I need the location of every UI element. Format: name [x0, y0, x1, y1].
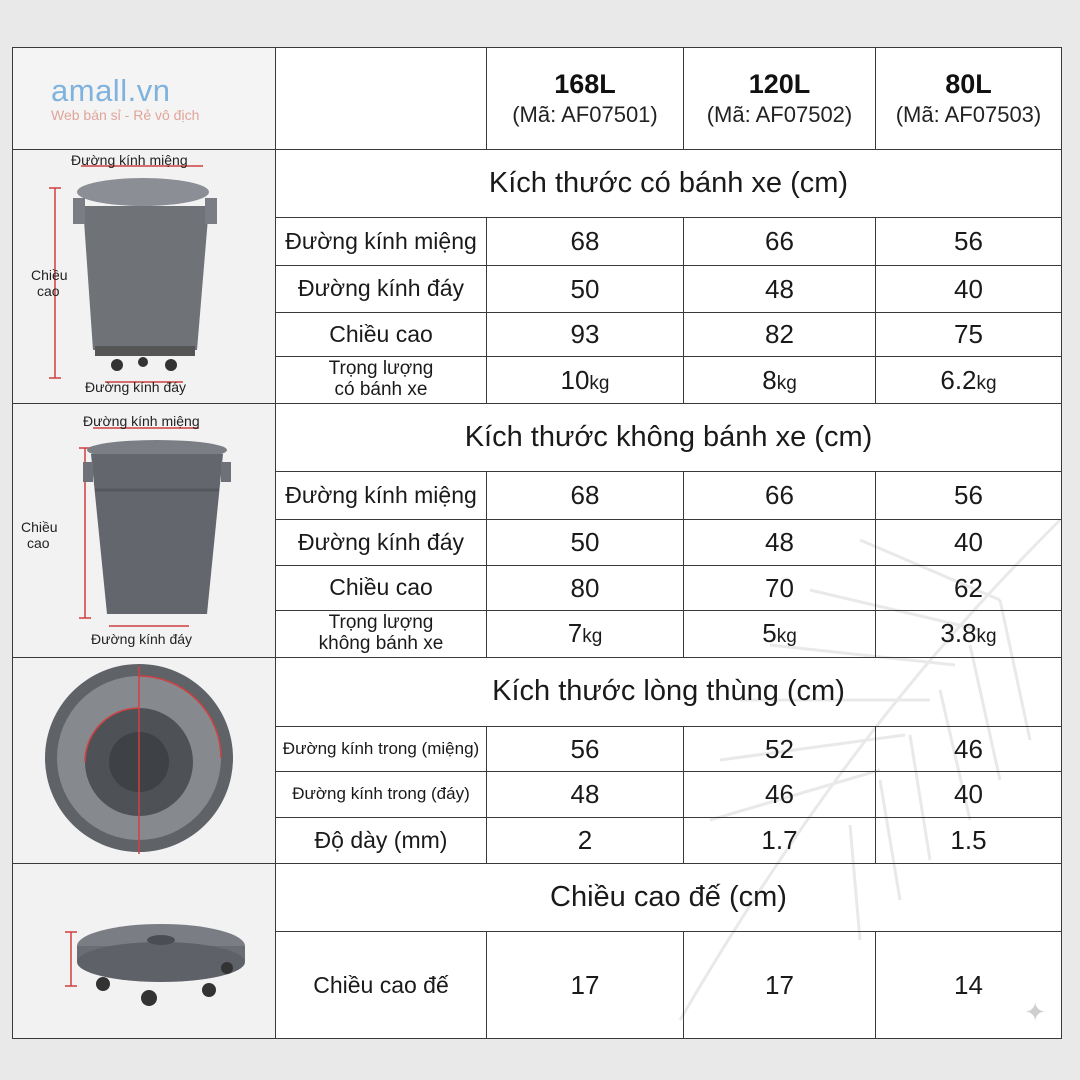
- row-label: Đường kính miệng: [276, 218, 487, 266]
- value-cell: 48: [684, 266, 876, 313]
- section-title-row: [13, 404, 1062, 472]
- value: 5: [762, 618, 777, 649]
- value-cell: 70: [684, 566, 876, 611]
- row-label: Chiều cao đế: [276, 932, 487, 1039]
- section-title-row: [13, 864, 1062, 932]
- value-cell: [487, 357, 684, 404]
- value-cell: [684, 610, 876, 657]
- value-cell: 56: [487, 726, 684, 772]
- bin-with-wheels-illustration-cell: [13, 150, 276, 404]
- section-title-row: [13, 150, 1062, 218]
- value-cell: 82: [684, 312, 876, 357]
- model-capacity: 80L: [945, 68, 992, 99]
- value-cell: 48: [684, 519, 876, 566]
- mouth-diameter-annotation: Đường kính miệng: [83, 413, 200, 429]
- row-label: [276, 610, 487, 657]
- header-blank-cell: [276, 48, 487, 150]
- row-label: Đường kính trong (miệng): [276, 726, 487, 772]
- row-label: [276, 357, 487, 404]
- row-label-line: Trọng lượng: [328, 611, 434, 633]
- value-cell: 62: [876, 566, 1062, 611]
- model-code: (Mã: AF07502): [706, 102, 853, 128]
- section-title: Kích thước có bánh xe (cm): [276, 150, 1062, 218]
- value-cell: [876, 357, 1062, 404]
- value-cell: [684, 357, 876, 404]
- section-title: Kích thước lòng thùng (cm): [276, 657, 1062, 726]
- header-row: [13, 48, 1062, 150]
- row-label-line: có bánh xe: [334, 379, 428, 401]
- height-annotation-line2: cao: [37, 283, 60, 300]
- value-cell: 66: [684, 218, 876, 266]
- value-cell: 48: [487, 772, 684, 818]
- row-label-line: Trọng lượng: [328, 358, 434, 380]
- value: 10: [560, 364, 590, 395]
- row-label: Đường kính đáy: [276, 519, 487, 566]
- spec-table: [12, 47, 1062, 1039]
- section-title: Kích thước không bánh xe (cm): [276, 404, 1062, 472]
- model-code: (Mã: AF07501): [512, 102, 658, 128]
- value-cell: 93: [487, 312, 684, 357]
- model-capacity: 168L: [554, 68, 616, 99]
- value-cell: 1.7: [684, 817, 876, 864]
- row-label: Độ dày (mm): [276, 817, 487, 864]
- value-cell: 1.5: [876, 817, 1062, 864]
- value: 3.8: [940, 618, 977, 649]
- unit: kg: [776, 626, 797, 648]
- model-header-120l: [684, 48, 876, 150]
- unit: kg: [589, 372, 610, 394]
- value-cell: 40: [876, 519, 1062, 566]
- value-cell: 80: [487, 566, 684, 611]
- height-annotation-line1: Chiều: [31, 267, 68, 284]
- unit: kg: [582, 626, 603, 648]
- model-code: (Mã: AF07503): [895, 102, 1042, 128]
- mouth-diameter-annotation: Đường kính miệng: [71, 152, 188, 169]
- brand-name: amall.vn: [51, 72, 171, 108]
- value-cell: 40: [876, 266, 1062, 313]
- sparkle-icon: ✦: [1024, 997, 1046, 1027]
- value: 8: [762, 364, 777, 395]
- value-cell: 68: [487, 218, 684, 266]
- value-cell: 17: [684, 932, 876, 1039]
- row-label: Đường kính trong (đáy): [276, 772, 487, 818]
- brand-logo-cell: [13, 48, 276, 150]
- bottom-diameter-annotation: Đường kính đáy: [91, 631, 193, 647]
- brand-tagline: Web bán sỉ - Rẻ vô địch: [51, 107, 200, 124]
- bottom-diameter-annotation: Đường kính đáy: [85, 379, 187, 396]
- row-label: Đường kính miệng: [276, 471, 487, 519]
- bin-without-wheels-illustration-cell: [13, 404, 276, 658]
- value-cell: 2: [487, 817, 684, 864]
- value-cell: 40: [876, 772, 1062, 818]
- unit: kg: [776, 372, 797, 394]
- value: 6.2: [940, 364, 977, 395]
- value-cell: 56: [876, 471, 1062, 519]
- value-cell: 14: [876, 932, 1062, 1039]
- model-header-168l: [487, 48, 684, 150]
- section-title: Chiều cao đế (cm): [276, 864, 1062, 932]
- model-header-80l: [876, 48, 1062, 150]
- value-cell: [876, 610, 1062, 657]
- value-cell: 50: [487, 266, 684, 313]
- value-cell: 56: [876, 218, 1062, 266]
- dolly-base-illustration: [13, 864, 276, 1054]
- model-capacity: 120L: [748, 68, 811, 99]
- row-label-line: không bánh xe: [318, 632, 444, 654]
- value-cell: 66: [684, 471, 876, 519]
- height-annotation-line2: cao: [27, 535, 50, 551]
- bin-interior-illustration-cell: [13, 657, 276, 864]
- dolly-base-illustration-cell: [13, 864, 276, 1039]
- value-cell: 52: [684, 726, 876, 772]
- unit: kg: [976, 372, 997, 394]
- bin-interior-illustration: [13, 658, 276, 862]
- row-label: Chiều cao: [276, 312, 487, 357]
- row-label: Chiều cao: [276, 566, 487, 611]
- value-cell: 68: [487, 471, 684, 519]
- row-label: Đường kính đáy: [276, 266, 487, 313]
- value-cell: 75: [876, 312, 1062, 357]
- value: 7: [567, 618, 583, 649]
- value-cell: [487, 610, 684, 657]
- unit: kg: [976, 626, 997, 648]
- value-cell: 17: [487, 932, 684, 1039]
- height-annotation-line1: Chiều: [21, 519, 58, 535]
- value-cell: 46: [684, 772, 876, 818]
- value-cell: 46: [876, 726, 1062, 772]
- value-cell: 50: [487, 519, 684, 566]
- section-title-row: [13, 657, 1062, 726]
